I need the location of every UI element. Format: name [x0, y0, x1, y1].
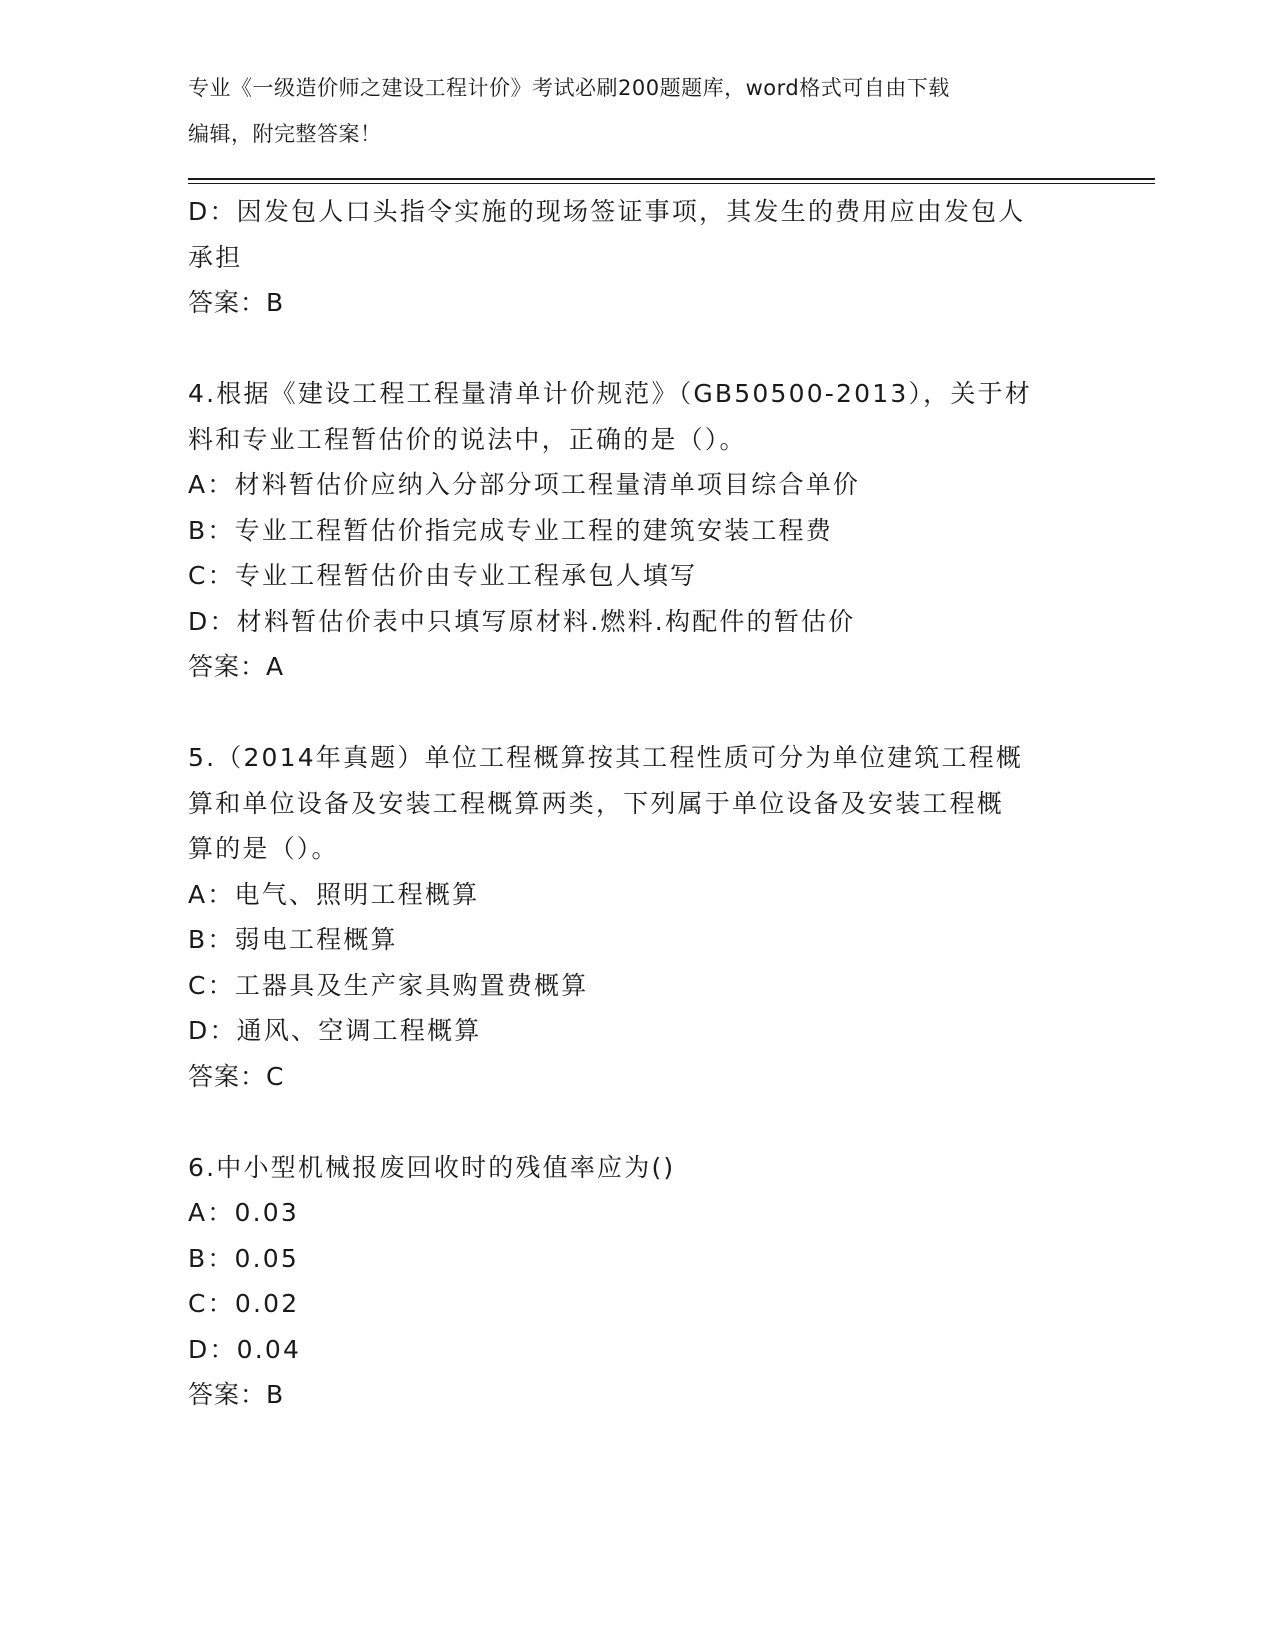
question-3-answer: 答案：B	[188, 288, 285, 317]
question-4-answer: 答案：A	[188, 652, 285, 681]
question-4-stem-line-1: 4.根据《建设工程工程量清单计价规范》（GB50500-2013），关于材	[188, 379, 1032, 408]
header-divider-thin	[188, 183, 1155, 184]
question-5-option-c: C：工器具及生产家具购置费概算	[188, 970, 589, 1000]
question-6-option-c: C：0.02	[188, 1289, 300, 1318]
question-6-option-d: D：0.04	[188, 1334, 302, 1364]
header-line-2: 编辑，附完整答案！	[188, 121, 382, 146]
header-divider-thick	[188, 178, 1155, 180]
question-3-tail	[188, 189, 1088, 326]
question-5-stem-line-3: 算的是（）。	[188, 834, 339, 863]
question-5-answer: 答案：C	[188, 1061, 285, 1091]
question-5-stem-line-1: 5.（2014年真题）单位工程概算按其工程性质可分为单位建筑工程概	[188, 743, 1024, 772]
question-5-option-d: D：通风、空调工程概算	[188, 1016, 482, 1045]
question-4-option-a: A：材料暂估价应纳入分部分项工程量清单项目综合单价	[188, 470, 861, 499]
question-4-option-c: C：专业工程暂估价由专业工程承包人填写	[188, 561, 698, 590]
question-3-option-d-line-2: 承担	[188, 242, 243, 272]
question-6-answer: 答案：B	[188, 1380, 285, 1409]
spacer	[188, 326, 1088, 372]
question-5-stem-line-2: 算和单位设备及安装工程概算两类，下列属于单位设备及安装工程概	[188, 788, 1005, 818]
question-5-option-b: B：弱电工程概算	[188, 925, 398, 954]
question-6-stem-line-1: 6.中小型机械报废回收时的残值率应为()	[188, 1152, 676, 1182]
question-4	[188, 371, 1088, 690]
question-5	[188, 735, 1088, 1099]
question-4-stem-line-2: 料和专业工程暂估价的说法中，正确的是（）。	[188, 424, 747, 454]
question-6-option-a: A：0.03	[188, 1198, 299, 1227]
question-5-option-a: A：电气、照明工程概算	[188, 879, 480, 909]
question-6-option-b: B：0.05	[188, 1243, 300, 1273]
question-6	[188, 1145, 1088, 1418]
document-header	[188, 72, 1088, 163]
question-3-option-d-line-1: D：因发包人口头指令实施的现场签证事项，其发生的费用应由发包人	[188, 197, 1026, 226]
question-4-option-d: D：材料暂估价表中只填写原材料.燃料.构配件的暂估价	[188, 606, 856, 636]
spacer	[188, 690, 1088, 736]
question-4-option-b: B：专业工程暂估价指完成专业工程的建筑安装工程费	[188, 515, 833, 545]
spacer	[188, 1099, 1088, 1145]
header-line-1: 专业《一级造价师之建设工程计价》考试必刷200题题库，word格式可自由下载	[188, 76, 950, 100]
question-list	[188, 189, 1088, 1418]
